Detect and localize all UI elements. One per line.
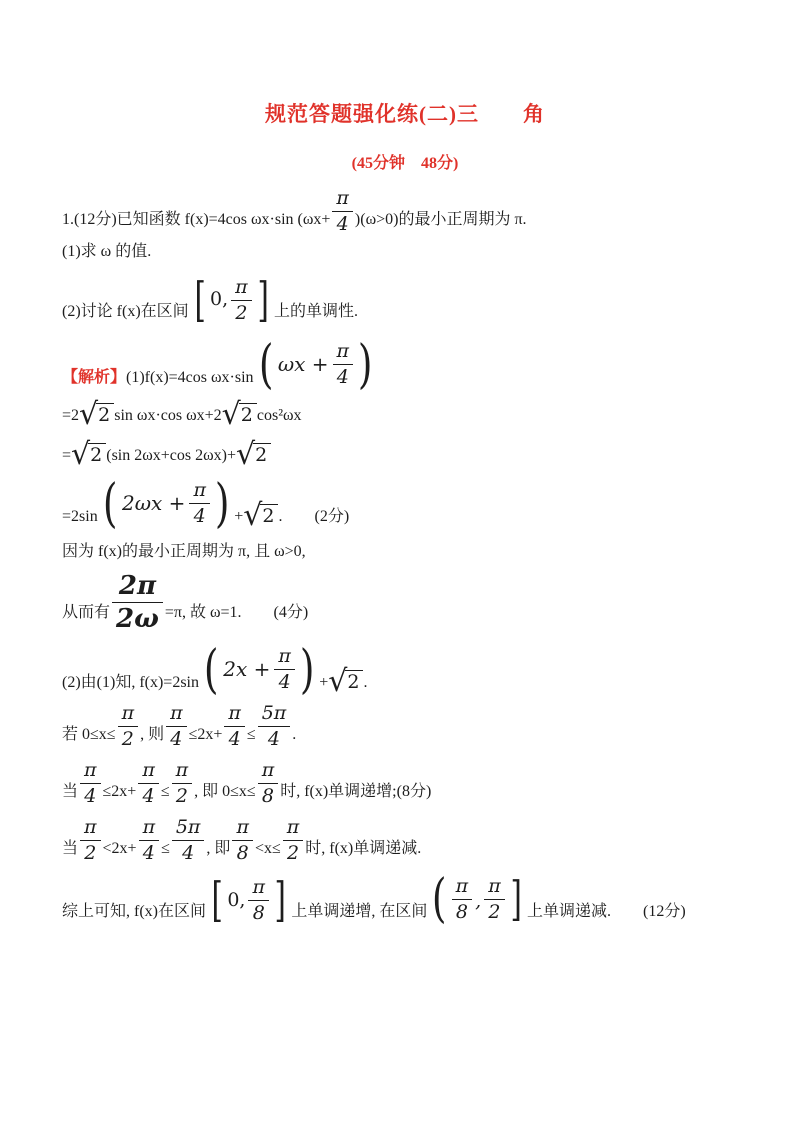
frac-denominator: 8 (258, 783, 279, 806)
text-run: 综上可知, f(x)在区间 (62, 903, 206, 921)
text-run: 当 (62, 783, 79, 801)
text-run: 上的单调性. (273, 302, 358, 320)
frac-denominator: 4 (138, 783, 159, 806)
fraction-2pi-over-2omega (112, 570, 163, 634)
sqrt-2 (221, 396, 257, 432)
frac-numerator: 5π (261, 702, 287, 725)
sqrt-2 (71, 437, 106, 473)
paren-group-2omega-x-plus-pi-4 (100, 473, 233, 534)
text-run: 上单调递增, 在区间 (291, 903, 428, 921)
text-run: )(ω>0)的最小正周期为 π. (354, 211, 527, 228)
frac-denominator: 2 (118, 726, 139, 749)
radical-icon: √ (221, 396, 241, 432)
fraction-pi-over-8 (248, 878, 269, 923)
frac-numerator: π (252, 876, 265, 899)
frac-numerator: π (278, 645, 291, 668)
frac-denominator: 4 (189, 503, 210, 526)
math-text: 2x + (223, 657, 271, 682)
text-run: . (292, 726, 297, 744)
fraction-pi-over-2 (80, 818, 101, 863)
text-run: <2x+ (102, 840, 137, 858)
text-run: 当 (62, 840, 79, 858)
frac-numerator: π (455, 874, 469, 897)
solution-step-7 (62, 639, 748, 700)
frac-denominator: 2 (80, 840, 101, 863)
text-run: cos²ωx (256, 406, 302, 424)
time-score-info: (45分钟 48分) (351, 155, 459, 172)
text-run: =2sin (62, 507, 98, 525)
frac-numerator: π (261, 759, 275, 782)
right-bracket: ] (510, 871, 522, 927)
text-run: ≤2x+ (102, 783, 137, 801)
frac-denominator: 4 (274, 669, 295, 692)
text-run: , 即 (206, 840, 231, 858)
radicand: 2 (96, 403, 114, 425)
text-run: 时, f(x)单调递增;(8分) (280, 783, 432, 801)
frac-numerator: π (193, 479, 206, 502)
solution-step-10 (62, 818, 748, 863)
text-run: 1.(12分)已知函数 f(x)=4cos ωx·sin (ωx+ (62, 211, 331, 228)
radicand: 2 (88, 443, 106, 465)
text-run: = (62, 447, 72, 465)
sqrt-2 (236, 437, 271, 473)
text-run: ≤ (161, 840, 170, 858)
left-paren: ( (432, 869, 447, 930)
paren-group-omega-x-plus-pi-4 (256, 334, 376, 395)
right-paren: ) (214, 473, 230, 534)
sqrt-2 (243, 497, 278, 533)
comma-separator: , (475, 889, 482, 912)
text-run: <x≤ (254, 840, 281, 858)
fraction-pi-over-4 (333, 342, 354, 387)
fraction-pi-over-4 (138, 761, 159, 806)
math-text: 0, (227, 888, 246, 911)
frac-numerator: π (286, 816, 300, 839)
text-run: 若 0≤x≤ (62, 726, 116, 744)
solution-step-8 (62, 704, 748, 749)
frac-numerator: π (121, 702, 135, 725)
interval-0-pi-8 (208, 873, 289, 929)
solution-step-3 (62, 437, 748, 473)
problem-1-statement (62, 189, 748, 234)
fraction-pi-over-4 (332, 189, 353, 234)
text-run: ≤ (246, 726, 256, 744)
frac-numerator: 5π (175, 816, 201, 839)
frac-numerator: 2π (118, 570, 156, 601)
right-bracket: ] (274, 873, 286, 929)
frac-numerator: π (228, 702, 241, 725)
sqrt-2 (328, 663, 363, 699)
fraction-pi-over-4 (274, 647, 295, 692)
left-paren: ( (258, 334, 274, 395)
left-paren: ( (203, 639, 219, 700)
problem-1-part-1: (1)求 ω 的值. (62, 243, 152, 260)
problem-1-part-2 (62, 272, 748, 328)
math-text: 2ωx + (122, 491, 186, 516)
radical-icon: √ (79, 396, 99, 432)
text-run: (2)由(1)知, f(x)=2sin (62, 673, 199, 691)
fraction-pi-over-8 (232, 818, 253, 863)
text-run: =2 (62, 406, 80, 424)
solution-tag: 【解析】 (62, 368, 127, 386)
interval-pi-8-pi-2 (429, 869, 525, 930)
text-run: (2)讨论 f(x)在区间 (62, 302, 189, 320)
fraction-5pi-over-4 (258, 704, 291, 749)
frac-denominator: 8 (452, 899, 473, 922)
solution-step-1 (62, 334, 748, 395)
text-run: 上单调递减. (12分) (527, 903, 686, 921)
fraction-pi-over-2 (231, 275, 252, 324)
fraction-pi-over-4 (139, 818, 160, 863)
fraction-pi-over-2 (118, 704, 139, 749)
right-paren: ) (299, 639, 315, 700)
text-run: ≤ (160, 783, 170, 801)
frac-numerator: π (84, 759, 97, 782)
radical-icon: √ (71, 437, 91, 473)
frac-denominator: 2 (231, 300, 252, 323)
left-bracket: [ (211, 873, 223, 929)
text-run: , 则 (140, 726, 165, 744)
frac-denominator: 4 (258, 726, 291, 749)
frac-denominator: 4 (172, 840, 205, 863)
paren-group-2x-plus-pi-4 (201, 639, 317, 700)
frac-numerator: π (142, 759, 155, 782)
text-run: (sin 2ωx+cos 2ωx)+ (106, 447, 237, 465)
left-bracket: [ (194, 272, 206, 328)
right-bracket: ] (257, 272, 269, 328)
right-paren: ) (357, 334, 373, 395)
frac-denominator: 4 (139, 840, 160, 863)
fraction-pi-over-4 (80, 761, 101, 806)
solution-conclusion (62, 869, 748, 930)
text-run: sin ωx·cos ωx+2 (114, 406, 222, 424)
frac-numerator: π (488, 874, 501, 897)
fraction-pi-over-8 (452, 874, 473, 923)
fraction-pi-over-4 (224, 704, 245, 749)
frac-numerator: π (236, 816, 249, 839)
text-run: =π, 故 ω=1. (4分) (164, 603, 309, 621)
fraction-pi-over-8 (258, 761, 279, 806)
text-run: 从而有 (62, 603, 111, 621)
text-run: . (2分) (278, 507, 350, 525)
frac-numerator: π (142, 816, 156, 839)
math-text: ωx + (277, 352, 329, 377)
frac-denominator: 4 (80, 783, 101, 806)
solution-step-9 (62, 761, 748, 806)
frac-numerator: π (235, 275, 248, 298)
solution-step-2 (62, 396, 748, 432)
fraction-pi-over-2 (172, 761, 193, 806)
frac-denominator: 4 (333, 364, 354, 387)
text-run: , 即 0≤x≤ (194, 783, 256, 801)
fraction-pi-over-2 (283, 818, 304, 863)
text-run: . (363, 673, 368, 691)
fraction-pi-over-4 (189, 481, 210, 526)
frac-denominator: 2ω (112, 602, 163, 632)
sqrt-2 (79, 396, 114, 432)
left-paren: ( (102, 473, 118, 534)
solution-step-4 (62, 473, 748, 534)
interval-0-pi-2 (191, 272, 272, 328)
fraction-pi-over-4 (166, 704, 187, 749)
radicand: 2 (239, 403, 257, 425)
text-run: + (234, 507, 244, 525)
math-text: 0, (210, 288, 229, 311)
radical-icon: √ (328, 663, 348, 699)
radicand: 2 (260, 504, 278, 526)
solution-step-6 (62, 570, 748, 634)
frac-numerator: π (336, 340, 350, 363)
frac-denominator: 2 (484, 899, 505, 922)
text-run: 时, f(x)单调递减. (305, 840, 422, 858)
fraction-5pi-over-4 (172, 818, 205, 863)
radicand: 2 (345, 670, 363, 692)
frac-denominator: 2 (172, 783, 193, 806)
frac-denominator: 2 (283, 840, 304, 863)
page-title: 规范答题强化练(二)三 角 (265, 102, 545, 126)
text-run: + (319, 673, 329, 691)
frac-denominator: 8 (232, 840, 253, 863)
frac-denominator: 8 (248, 900, 269, 923)
frac-numerator: π (84, 816, 97, 839)
frac-numerator: π (336, 187, 349, 209)
frac-numerator: π (175, 759, 189, 782)
frac-numerator: π (170, 702, 183, 725)
fraction-pi-over-2 (484, 874, 505, 923)
radicand: 2 (253, 443, 271, 465)
frac-denominator: 4 (224, 726, 245, 749)
radical-icon: √ (243, 497, 263, 533)
frac-denominator: 4 (332, 211, 353, 234)
frac-denominator: 4 (166, 726, 187, 749)
solution-step-5: 因为 f(x)的最小正周期为 π, 且 ω>0, (62, 543, 306, 561)
radical-icon: √ (236, 437, 256, 473)
text-run: (1)f(x)=4cos ωx·sin (126, 368, 254, 386)
text-run: ≤2x+ (188, 726, 223, 744)
